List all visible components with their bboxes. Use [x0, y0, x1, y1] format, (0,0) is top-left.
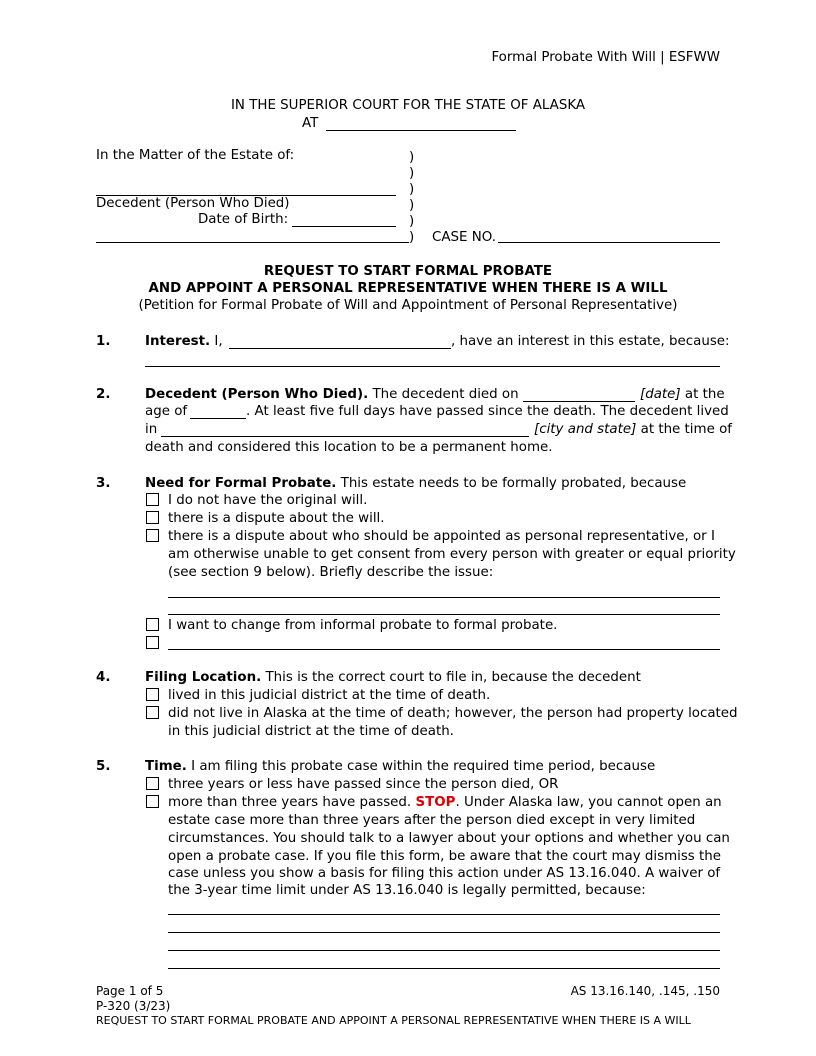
interest-reason-field[interactable]	[145, 366, 720, 367]
footer-title: REQUEST TO START FORMAL PROBATE AND APPOINT A PERSONAL REPRESENTATIVE WHEN THERE IS A WILL	[96, 1014, 691, 1027]
option-label: there is a dispute about who should be appointed as personal representative, or I	[168, 529, 715, 544]
section-5-number: 5.	[96, 759, 111, 774]
city-hint: [city and state]	[534, 422, 637, 437]
checkbox-no-original-will[interactable]	[146, 493, 159, 506]
checkbox-other-reason[interactable]	[146, 636, 159, 649]
caption-paren: )	[409, 182, 415, 197]
form-title-line2: AND APPOINT A PERSONAL REPRESENTATIVE WHEN THERE IS A WILL	[148, 281, 668, 296]
caption-paren: )	[409, 198, 415, 213]
option-label: am otherwise unable to get consent from every person with greater or equal priority	[168, 547, 736, 562]
section-4-number: 4.	[96, 670, 111, 685]
option-label: I do not have the original will.	[168, 493, 368, 508]
option-label: did not live in Alaska at the time of death; however, the person had property located	[168, 706, 738, 721]
section-4-intro: This is the correct court to file in, because the decedent	[265, 670, 641, 685]
checkbox-property-in-district[interactable]	[146, 706, 159, 719]
checkbox-change-to-formal[interactable]	[146, 618, 159, 631]
caption-paren: )	[409, 230, 415, 245]
form-header-label: Formal Probate With Will | ESFWW	[491, 50, 720, 65]
page-number: Page 1 of 5	[96, 984, 164, 998]
case-no-label: CASE NO.	[432, 230, 496, 245]
case-no-field[interactable]	[498, 242, 720, 243]
warning-text: case unless you show a basis for filing this action under AS 13.16.040. A waiver of	[168, 866, 721, 881]
court-location-field[interactable]	[326, 130, 516, 131]
option-label: more than three years have passed.	[168, 795, 412, 810]
option-label: in this judicial district at the time of death.	[168, 724, 454, 739]
section-4-heading: Filing Location.	[145, 670, 262, 685]
in-label: in	[145, 422, 158, 437]
matter-label: In the Matter of the Estate of:	[96, 148, 295, 163]
form-title-line1: REQUEST TO START FORMAL PROBATE	[263, 264, 553, 279]
age-field[interactable]	[190, 418, 246, 419]
other-reason-field[interactable]	[168, 649, 720, 650]
date-hint: [date]	[640, 387, 681, 402]
section-5-heading: Time.	[145, 759, 187, 774]
issue-description-field[interactable]	[168, 597, 720, 598]
form-number: P-320 (3/23)	[96, 999, 171, 1013]
court-name: IN THE SUPERIOR COURT FOR THE STATE OF ALASKA	[230, 98, 586, 113]
checkbox-more-than-three-years[interactable]	[146, 795, 159, 808]
checkbox-pr-dispute[interactable]	[146, 529, 159, 542]
section-3-number: 3.	[96, 476, 111, 491]
interested-person-name-field[interactable]	[229, 348, 451, 349]
option-label: lived in this judicial district at the time of death.	[168, 688, 491, 703]
warning-text: open a probate case. If you file this form, be aware that the court may dismiss the	[168, 849, 722, 864]
waiver-reason-field[interactable]	[168, 932, 720, 933]
section-5-intro: I am filing this probate case within the required time period, because	[191, 759, 656, 774]
section-2-text: death and considered this location to be a permanent home.	[145, 440, 553, 455]
dob-field[interactable]	[292, 226, 396, 227]
checkbox-lived-in-district[interactable]	[146, 688, 159, 701]
section-1-number: 1.	[96, 334, 111, 349]
section-2-text: at the time of	[640, 422, 732, 437]
section-2-heading: Decedent (Person Who Died).	[145, 387, 369, 402]
caption-paren: )	[409, 166, 415, 181]
checkbox-will-dispute[interactable]	[146, 511, 159, 524]
statute-reference: AS 13.16.140, .145, .150	[570, 984, 720, 998]
section-3-heading: Need for Formal Probate.	[145, 476, 337, 491]
waiver-reason-field[interactable]	[168, 950, 720, 951]
section-3-intro: This estate needs to be formally probated, because	[340, 476, 687, 491]
option-label: three years or less have passed since the person died, OR	[168, 777, 559, 792]
section-2-text: at the	[684, 387, 725, 402]
waiver-reason-field[interactable]	[168, 968, 720, 969]
warning-text: estate case more than three years after the person died except in very limited	[168, 813, 696, 828]
decedent-label: Decedent (Person Who Died)	[96, 196, 290, 211]
section-2-number: 2.	[96, 387, 111, 402]
issue-description-field[interactable]	[168, 614, 720, 615]
death-date-field[interactable]	[523, 401, 635, 402]
option-label: (see section 9 below). Briefly describe the issue:	[168, 565, 494, 580]
option-label: . Under Alaska law, you cannot open an	[455, 795, 722, 810]
section-1-text: , have an interest in this estate, because:	[451, 334, 730, 349]
section-2-text: . At least five full days have passed since the death. The decedent lived	[246, 404, 729, 419]
option-label: I want to change from informal probate to formal probate.	[168, 618, 558, 633]
section-1-heading: Interest.	[145, 334, 211, 349]
dob-label: Date of Birth:	[198, 212, 289, 227]
caption-paren: )	[409, 150, 415, 165]
caption-paren: )	[409, 214, 415, 229]
section-2-text: The decedent died on	[372, 387, 519, 402]
checkbox-three-years-or-less[interactable]	[146, 777, 159, 790]
city-state-field[interactable]	[161, 436, 529, 437]
caption-bottom-line	[96, 242, 409, 243]
option-label: there is a dispute about the will.	[168, 511, 385, 526]
warning-text: circumstances. You should talk to a lawyer about your options and whether you can	[168, 831, 730, 846]
court-location-label: AT	[302, 116, 319, 131]
form-subtitle: (Petition for Formal Probate of Will and Appointment of Personal Representative)	[138, 298, 678, 313]
section-1-i-label: I,	[214, 334, 223, 349]
stop-warning: STOP	[415, 795, 456, 810]
age-label: age of	[145, 404, 188, 419]
warning-text: the 3-year time limit under AS 13.16.040 is legally permitted, because:	[168, 883, 646, 898]
waiver-reason-field[interactable]	[168, 914, 720, 915]
